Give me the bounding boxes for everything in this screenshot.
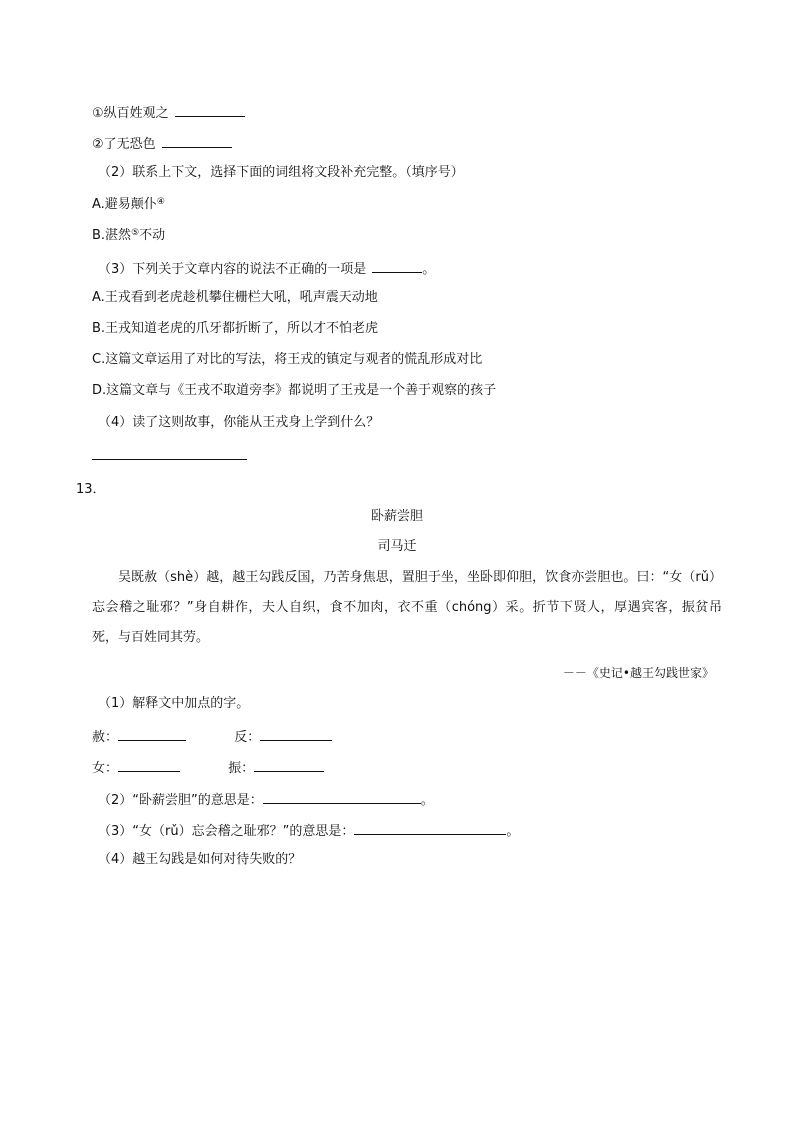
passage-source: －－《史记•越王勾践世家》 bbox=[562, 666, 714, 680]
q13-q1-row2 bbox=[92, 757, 324, 778]
option-b-tail: 不动 bbox=[139, 228, 166, 243]
passage-author: 司马迁 bbox=[377, 539, 417, 554]
answer-blank[interactable] bbox=[260, 726, 332, 741]
prev-q3-end: 。 bbox=[422, 262, 436, 277]
q13-q1: （1）解释文中加点的字。 bbox=[98, 696, 250, 711]
answer-blank[interactable] bbox=[175, 102, 245, 117]
prev-q3-option-d: D.这篇文章与《王戎不取道旁李》都说明了王戎是一个善于观察的孩子 bbox=[92, 383, 497, 398]
marker-5: ⑤ bbox=[131, 228, 140, 238]
answer-blank[interactable] bbox=[162, 133, 232, 148]
label-zhen: 振： bbox=[228, 761, 255, 776]
sub-item-2-text: ②了无恐色 bbox=[92, 137, 156, 152]
answer-blank[interactable] bbox=[372, 258, 422, 273]
question-number: 13． bbox=[76, 482, 106, 497]
passage-title: 卧薪尝胆 bbox=[370, 509, 423, 524]
option-b-text: B.湛然 bbox=[92, 228, 132, 243]
answer-blank[interactable] bbox=[263, 789, 421, 804]
q13-q3-end: 。 bbox=[506, 824, 520, 839]
passage-text: 吴既赦（shè）越，越王勾践反国，乃苦身焦思，置胆于坐，坐卧即仰胆，饮食亦尝胆也。曰：“女（rǔ）忘会稽之耻邪？”身自耕作，夫人自织，食不加肉，衣不重（chóng）采。折节下贤人，厚遇宾客，振贫吊死，与百姓同其劳。 bbox=[92, 570, 722, 645]
answer-blank[interactable] bbox=[354, 820, 506, 835]
q13-q2-end: 。 bbox=[420, 793, 434, 808]
sub-item-1 bbox=[92, 102, 245, 123]
answer-blank[interactable] bbox=[118, 757, 180, 772]
sub-item-2 bbox=[92, 133, 232, 154]
marker-4: ④ bbox=[156, 197, 165, 207]
q13-q2 bbox=[98, 789, 434, 810]
prev-q3-text: （3）下列关于文章内容的说法不正确的一项是 bbox=[98, 262, 367, 277]
option-a-text: A.避易颠仆 bbox=[92, 197, 157, 212]
prev-q3-option-b: B.王戎知道老虎的爪牙都折断了，所以才不怕老虎 bbox=[92, 321, 379, 336]
q13-q4: （4）越王勾践是如何对待失败的？ bbox=[98, 852, 302, 867]
label-fan: 反： bbox=[234, 730, 261, 745]
prev-q3-option-a: A.王戎看到老虎趁机攀住栅栏大吼，吼声震天动地 bbox=[92, 290, 378, 305]
answer-line[interactable] bbox=[92, 458, 247, 460]
label-she: 赦： bbox=[92, 730, 119, 745]
prev-q3-option-c: C.这篇文章运用了对比的写法，将王戎的镇定与观者的慌乱形成对比 bbox=[92, 352, 483, 367]
answer-blank[interactable] bbox=[118, 726, 186, 741]
q13-q1-row1 bbox=[92, 726, 332, 747]
q13-q3-text: （3）“女（rǔ）忘会稽之耻邪？”的意思是： bbox=[98, 824, 355, 839]
q13-q3 bbox=[98, 820, 519, 841]
sub-item-1-text: ①纵百姓观之 bbox=[92, 106, 169, 121]
answer-blank[interactable] bbox=[254, 757, 324, 772]
prev-q3 bbox=[98, 258, 435, 279]
prev-q2: （2）联系上下文，选择下面的词组将文段补充完整。（填序号） bbox=[98, 165, 464, 180]
label-ru: 女： bbox=[92, 761, 119, 776]
option-a bbox=[92, 196, 165, 214]
q13-q2-text: （2）“卧薪尝胆”的意思是： bbox=[98, 793, 263, 808]
option-b bbox=[92, 227, 165, 245]
prev-q4: （4）读了这则故事，你能从王戎身上学到什么？ bbox=[98, 415, 380, 430]
